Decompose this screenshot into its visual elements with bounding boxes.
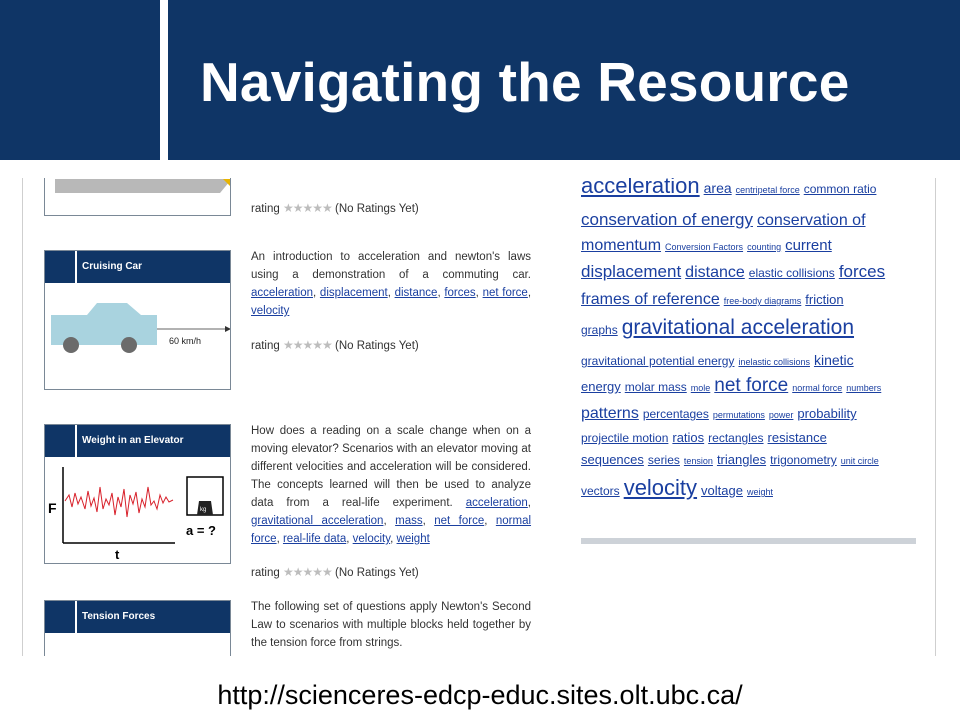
tag-link[interactable]: acceleration: [465, 497, 528, 509]
tag-cloud-link[interactable]: displacement: [581, 262, 682, 281]
tag-link[interactable]: gravitational acceleration: [251, 515, 384, 527]
entry-description: How does a reading on a scale change when on a moving elevator? Scenarios with an elevator moving at different velocities and acceleration will be considered. The concepts learned will then be used to analyze data from a real-life experiment.: [251, 425, 531, 509]
tag-cloud-line: [581, 316, 858, 339]
tag-cloud-link[interactable]: conservation of energy: [581, 210, 753, 229]
graph-axis-label-f: F: [48, 500, 57, 516]
tag-cloud-link[interactable]: inelastic collisions: [738, 357, 810, 367]
tag-cloud-link[interactable]: momentum: [581, 237, 662, 254]
tag-cloud-link[interactable]: centripetal force: [735, 185, 800, 195]
entry-description-cruising-car: [251, 248, 531, 320]
tag-cloud-link[interactable]: free-body diagrams: [723, 296, 802, 306]
rating-row-previous: [251, 201, 419, 215]
tag-cloud-link[interactable]: molar mass: [624, 380, 687, 394]
graph-axis-label-t: t: [115, 547, 120, 562]
tag-cloud-link[interactable]: sequences: [581, 452, 644, 467]
acceleration-question-label: a = ?: [186, 523, 216, 538]
rating-status: (No Ratings Yet): [334, 340, 419, 352]
tag-cloud-link[interactable]: graphs: [581, 323, 618, 337]
rating-label: rating: [251, 203, 280, 215]
tag-cloud-link[interactable]: energy: [581, 379, 621, 394]
tag-link[interactable]: acceleration: [251, 287, 314, 299]
tag-cloud-link[interactable]: net force: [714, 375, 789, 396]
tag-link[interactable]: normal force: [251, 515, 532, 545]
thumbnail-title: Weight in an Elevator: [82, 435, 184, 446]
tag-cloud-link[interactable]: counting: [747, 242, 782, 252]
tag-link[interactable]: forces: [444, 287, 476, 299]
thumbnail-title: Tension Forces: [82, 611, 156, 622]
entry-description: An introduction to acceleration and newton's laws using a demonstration of a commuting car.: [251, 251, 531, 281]
tag-cloud-line: [581, 375, 885, 396]
tag-cloud-link[interactable]: numbers: [846, 383, 882, 393]
tag-cloud-link[interactable]: vectors: [581, 484, 620, 498]
website-screenshot: [22, 178, 936, 656]
rating-stars[interactable]: ★★★★★: [282, 338, 332, 352]
previous-thumbnail-art: [45, 178, 231, 216]
tag-link[interactable]: velocity: [251, 305, 290, 317]
tag-link[interactable]: net force: [434, 515, 485, 527]
elevator-graph-illustration: [45, 457, 231, 564]
tag-cloud-line: [581, 237, 836, 254]
tag-cloud-line: [581, 452, 883, 467]
tag-cloud-link[interactable]: series: [647, 453, 680, 467]
entry-description-weight-in-elevator: [251, 422, 531, 548]
tag-cloud-link[interactable]: tension: [683, 456, 713, 466]
screenshot-border-right: [935, 178, 936, 656]
thumbnail-bar-divider: [75, 601, 77, 633]
tag-cloud-divider: [581, 538, 916, 544]
rating-stars[interactable]: ★★★★★: [282, 201, 332, 215]
footer-url: http://scienceres-edcp-educ.sites.olt.ubc.ca/: [217, 680, 743, 710]
tag-cloud-link[interactable]: voltage: [701, 483, 743, 498]
tag-cloud-line: [581, 262, 889, 281]
tag-cloud-link[interactable]: acceleration: [581, 178, 700, 198]
tag-cloud-link[interactable]: frames of reference: [581, 291, 720, 308]
car-speed-label: 60 km/h: [169, 336, 202, 346]
tag-cloud-link[interactable]: mole: [690, 383, 711, 393]
tag-cloud-link[interactable]: weight: [746, 487, 773, 497]
entry-tags: acceleration, displacement, distance, forces, net force, velocity: [251, 287, 532, 317]
scale-weight-label: kg: [200, 507, 207, 513]
rating-status: (No Ratings Yet): [334, 567, 419, 579]
tag-link[interactable]: net force: [482, 287, 528, 299]
tag-cloud-link[interactable]: permutations: [712, 410, 765, 420]
tag-link[interactable]: mass: [395, 515, 423, 527]
entry-tags: acceleration, gravitational acceleration, mass, net force, normal force, real-life data, velocity, weight: [251, 497, 532, 545]
tag-cloud-line: [581, 352, 858, 368]
rating-row-cruising-car: [251, 338, 419, 352]
tag-cloud-link[interactable]: triangles: [716, 452, 767, 467]
tag-cloud-line: [581, 405, 861, 422]
tag-cloud-line: [581, 178, 880, 198]
rating-label: rating: [251, 340, 280, 352]
tag-link[interactable]: real-life data: [282, 533, 347, 545]
tag-cloud-link[interactable]: elastic collisions: [748, 266, 835, 280]
rating-label: rating: [251, 567, 280, 579]
tag-cloud-link[interactable]: normal force: [792, 383, 843, 393]
rating-status: (No Ratings Yet): [334, 203, 419, 215]
tag-cloud-link[interactable]: projectile motion: [581, 431, 669, 445]
thumbnail-weight-in-elevator[interactable]: [44, 424, 231, 564]
tag-cloud-link[interactable]: power: [768, 410, 794, 420]
tag-cloud-link[interactable]: ratios: [672, 430, 705, 445]
tag-cloud-link[interactable]: friction: [805, 292, 844, 307]
tag-cloud-link[interactable]: velocity: [623, 475, 698, 500]
tag-cloud-link[interactable]: trigonometry: [770, 453, 837, 467]
thumbnail-tension-forces[interactable]: [44, 600, 231, 656]
tag-cloud-line: [581, 291, 848, 308]
thumbnail-bar-divider: [75, 425, 77, 457]
entry-description-tension-forces: [251, 598, 531, 652]
tag-cloud-link[interactable]: kinetic: [813, 352, 854, 368]
tag-cloud-line: [581, 475, 777, 500]
tag-cloud-link[interactable]: common ratio: [803, 182, 877, 196]
header-left-block: [0, 0, 160, 160]
tag-link[interactable]: distance: [394, 287, 438, 299]
tag-link[interactable]: weight: [396, 533, 430, 545]
thumbnail-previous[interactable]: [44, 178, 231, 216]
tag-cloud-link[interactable]: patterns: [581, 405, 639, 422]
tag-cloud-link[interactable]: percentages: [642, 407, 709, 421]
tag-link[interactable]: displacement: [319, 287, 388, 299]
tag-cloud-link[interactable]: probability: [797, 406, 857, 421]
tag-cloud-link[interactable]: Conversion Factors: [665, 242, 744, 252]
tag-cloud-link[interactable]: area: [703, 180, 732, 196]
tag-cloud-link[interactable]: resistance: [767, 430, 827, 445]
tag-cloud-link[interactable]: rectangles: [708, 431, 764, 445]
tag-cloud-link[interactable]: distance: [685, 264, 745, 281]
tag-cloud-line: [581, 210, 870, 229]
screenshot-border-left: [22, 178, 23, 656]
thumbnail-cruising-car[interactable]: [44, 250, 231, 390]
tag-link[interactable]: velocity: [352, 533, 391, 545]
page-title: Navigating the Resource: [200, 51, 850, 113]
entry-description: The following set of questions apply Newton's Second Law to scenarios with multiple blocks held together by the tension force from strings.: [251, 601, 531, 649]
tag-cloud-link[interactable]: unit circle: [840, 456, 879, 466]
thumbnail-title: Cruising Car: [82, 261, 143, 272]
rating-row-weight-in-elevator: [251, 565, 419, 579]
tag-cloud-link[interactable]: gravitational potential energy: [581, 354, 735, 368]
tag-cloud-link[interactable]: current: [785, 237, 832, 254]
tag-cloud-link[interactable]: gravitational acceleration: [621, 316, 855, 339]
car-illustration: [45, 283, 231, 390]
tag-cloud-link[interactable]: forces: [838, 262, 886, 281]
rating-stars[interactable]: ★★★★★: [282, 565, 332, 579]
tag-cloud-link[interactable]: conservation of: [757, 212, 866, 229]
thumbnail-bar-divider: [75, 251, 77, 283]
